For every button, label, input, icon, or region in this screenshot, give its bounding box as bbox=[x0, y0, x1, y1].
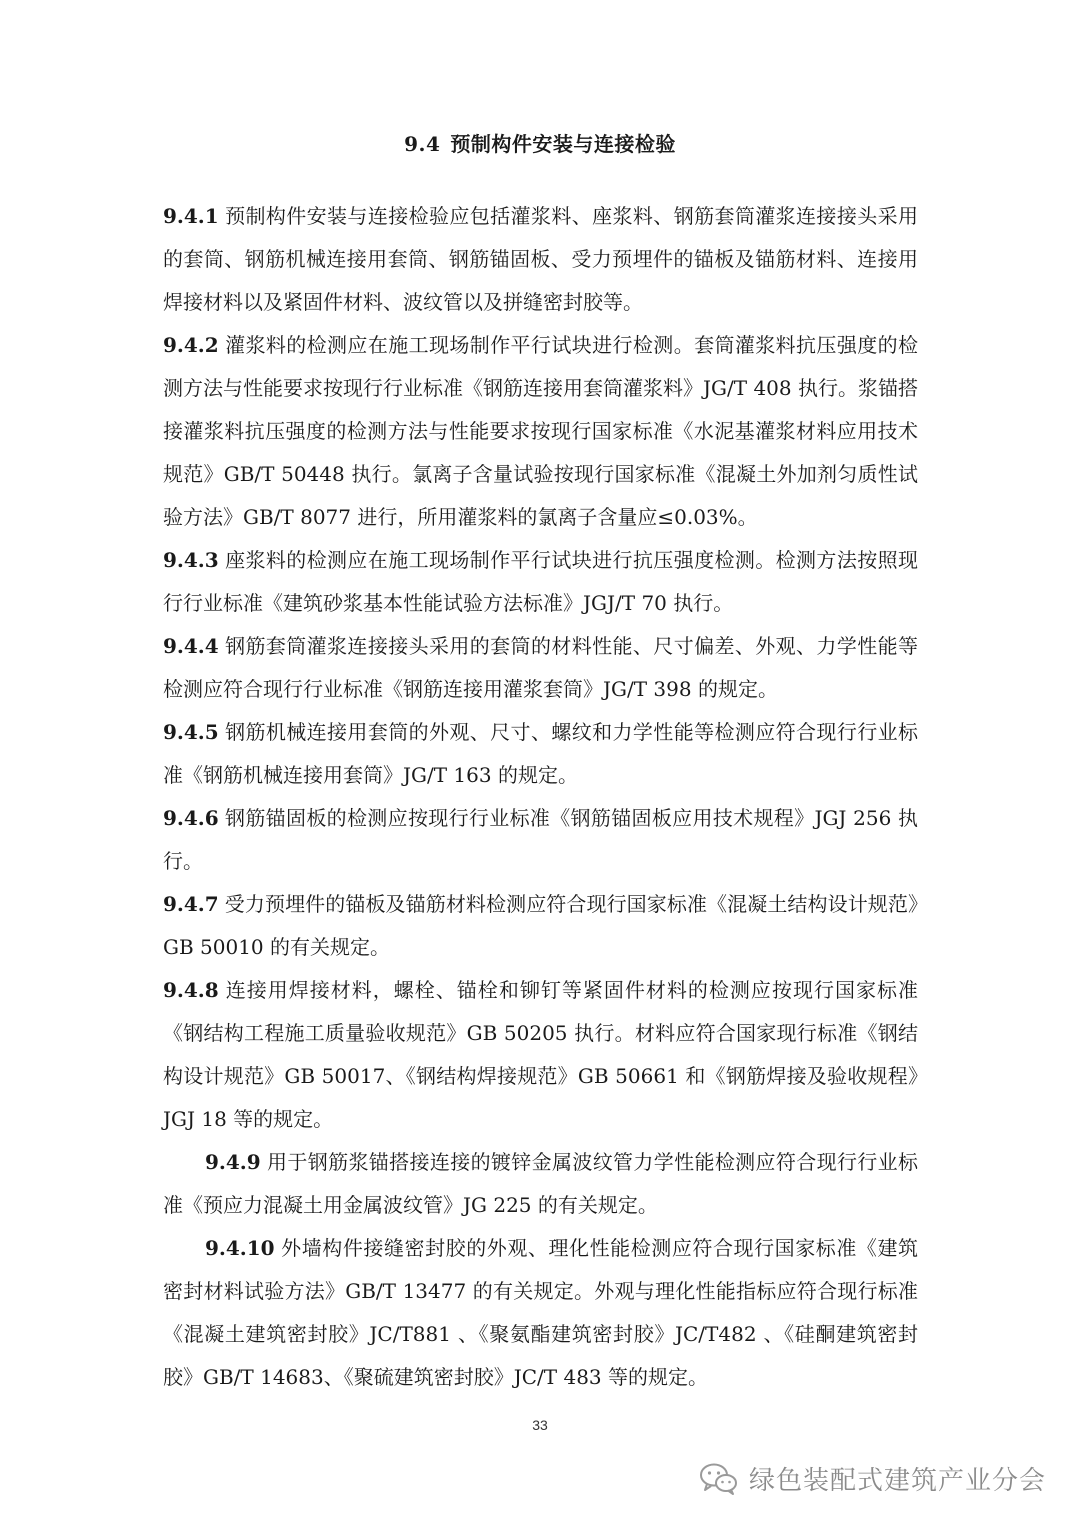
section-title-text: 预制构件安装与连接检验 bbox=[450, 132, 676, 156]
clause-9-4-9 bbox=[163, 1141, 918, 1227]
clause-text: 钢筋机械连接用套筒的外观、尺寸、螺纹和力学性能等检测应符合现行行业标准《钢筋机械连接用套筒》JG/T 163 的规定。 bbox=[163, 720, 918, 787]
section-title bbox=[0, 128, 1080, 157]
clause-9-4-3 bbox=[163, 539, 918, 625]
clause-text: 灌浆料的检测应在施工现场制作平行试块进行检测。套筒灌浆料抗压强度的检测方法与性能要求按现行行业标准《钢筋连接用套筒灌浆料》JG/T 408 执行。浆锚搭接灌浆料抗压强度的检测方法与性能要求按现行国家标准《水泥基灌浆材料应用技术规范》GB/T 50448 执行。氯离子含量试验按现行国家标准《混凝土外加剂匀质性试验方法》GB/T 8077 进行，所用灌浆料的氯离子含量应≤0.03%。 bbox=[163, 333, 918, 529]
wechat-icon bbox=[699, 1462, 739, 1496]
clause-number: 9.4.5 bbox=[163, 720, 219, 744]
section-number: 9.4 bbox=[404, 132, 441, 156]
page-number: 33 bbox=[532, 1417, 548, 1433]
watermark-text: 绿色装配式建筑产业分会 bbox=[748, 1466, 1046, 1496]
clause-number: 9.4.3 bbox=[163, 548, 219, 572]
clause-9-4-8 bbox=[163, 969, 918, 1141]
watermark bbox=[699, 1460, 1046, 1497]
clause-number: 9.4.10 bbox=[205, 1236, 275, 1260]
clause-9-4-6 bbox=[163, 797, 918, 883]
clause-9-4-2 bbox=[163, 324, 918, 539]
clause-text: 用于钢筋浆锚搭接连接的镀锌金属波纹管力学性能检测应符合现行行业标准《预应力混凝土用金属波纹管》JG 225 的有关规定。 bbox=[163, 1150, 918, 1217]
clause-number: 9.4.4 bbox=[163, 634, 219, 658]
clause-9-4-4 bbox=[163, 625, 918, 711]
clause-9-4-1 bbox=[163, 195, 918, 324]
clause-9-4-5 bbox=[163, 711, 918, 797]
clause-number: 9.4.7 bbox=[163, 892, 219, 916]
clause-9-4-10 bbox=[163, 1227, 918, 1399]
clause-text: 连接用焊接材料，螺栓、锚栓和铆钉等紧固件材料的检测应按现行国家标准《钢结构工程施工质量验收规范》GB 50205 执行。材料应符合国家现行标准《钢结构设计规范》GB 50017、《钢结构焊接规范》GB 50661 和《钢筋焊接及验收规程》JGJ 18 等的规定。 bbox=[163, 978, 918, 1131]
clause-number: 9.4.1 bbox=[163, 204, 219, 228]
clause-text: 钢筋套筒灌浆连接接头采用的套筒的材料性能、尺寸偏差、外观、力学性能等检测应符合现行行业标准《钢筋连接用灌浆套筒》JG/T 398 的规定。 bbox=[163, 634, 918, 701]
clause-text: 外墙构件接缝密封胶的外观、理化性能检测应符合现行国家标准《建筑密封材料试验方法》GB/T 13477 的有关规定。外观与理化性能指标应符合现行标准《混凝土建筑密封胶》JC/T881 、《聚氨酯建筑密封胶》JC/T482 、《硅酮建筑密封胶》GB/T 14683、《聚硫建筑密封胶》JC/T 483 等的规定。 bbox=[163, 1236, 918, 1389]
document-body bbox=[163, 195, 918, 1399]
clause-text: 钢筋锚固板的检测应按现行行业标准《钢筋锚固板应用技术规程》JGJ 256 执行。 bbox=[163, 806, 918, 873]
clause-text: 座浆料的检测应在施工现场制作平行试块进行抗压强度检测。检测方法按照现行行业标准《建筑砂浆基本性能试验方法标准》JGJ/T 70 执行。 bbox=[163, 548, 918, 615]
clause-number: 9.4.8 bbox=[163, 978, 219, 1002]
clause-text: 预制构件安装与连接检验应包括灌浆料、座浆料、钢筋套筒灌浆连接接头采用的套筒、钢筋机械连接用套筒、钢筋锚固板、受力预埋件的锚板及锚筋材料、连接用焊接材料以及紧固件材料、波纹管以及拼缝密封胶等。 bbox=[163, 204, 918, 314]
clause-number: 9.4.9 bbox=[205, 1150, 261, 1174]
clause-number: 9.4.6 bbox=[163, 806, 219, 830]
clause-number: 9.4.2 bbox=[163, 333, 219, 357]
clause-text: 受力预埋件的锚板及锚筋材料检测应符合现行国家标准《混凝土结构设计规范》GB 50010 的有关规定。 bbox=[163, 892, 918, 959]
clause-9-4-7 bbox=[163, 883, 918, 969]
